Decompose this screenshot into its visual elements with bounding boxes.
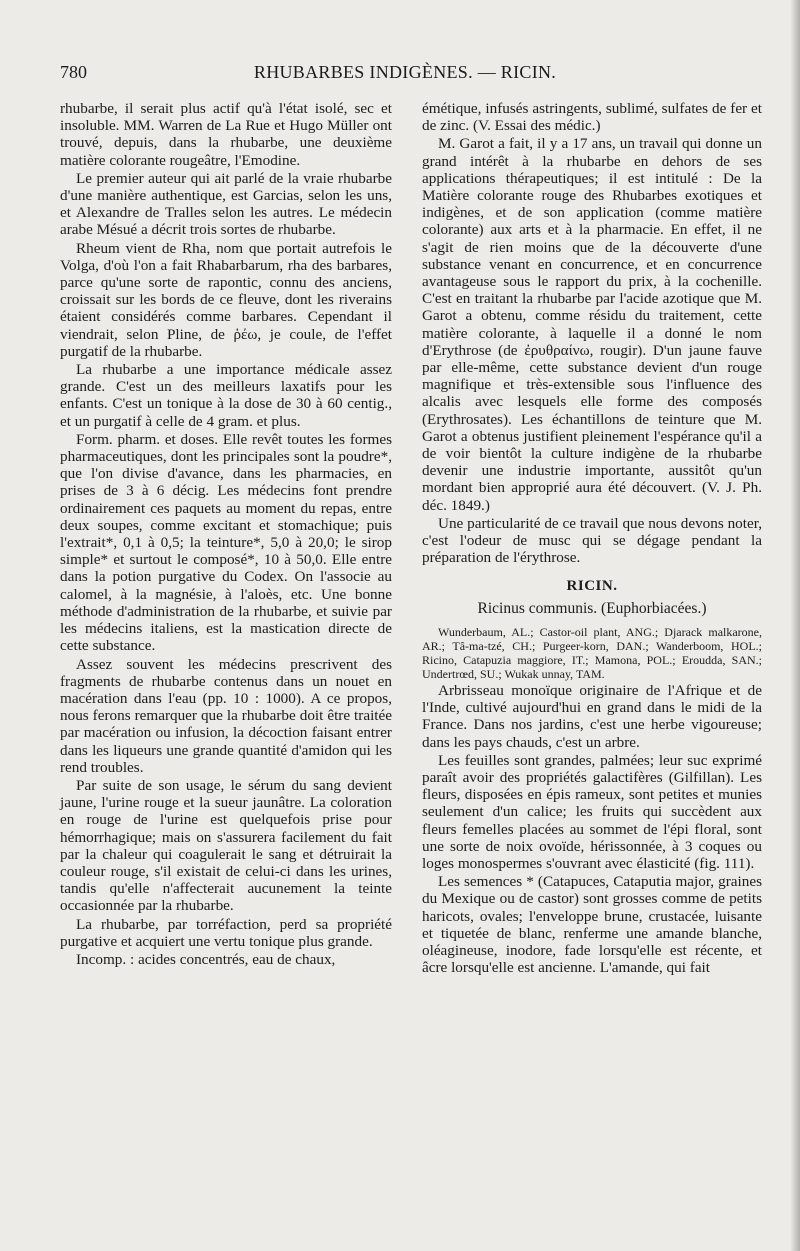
section-heading-ricin: RICIN. — [566, 578, 618, 595]
paragraph: Les feuilles sont grandes, palmées; leur suc exprimé paraît avoir des propriétés galactifères (Gilfillan). Les fleurs, disposées en épis rameux, sont petites et munies seulement d'un calice; les fruits qui succèdent aux fleurs femelles placées au sommet de l'épi floral, sont une sorte de noix ovoïde, hérissonnée, à 3 coques ou loges monospermes s'ouvrant avec élasticité (fig. 111). — [422, 751, 762, 872]
right-column — [422, 100, 762, 977]
paragraph: Form. pharm. et doses. Elle revêt toutes les formes pharmaceutiques, dont les principales sont la poudre*, que l'on divise d'avance, dans les pharmacies, en prises de 3 à 6 décig. Les médecins font prendre ordinairement ces paquets au moment du repas, entre deux soupes, comme excitant et stomachique; puis l'extrait*, 0,1 à 0,5; la teinture*, 5,0 à 20,0; le sirop simple* et surtout le composé*, 10 à 50,0. Elle entre dans la potion purgative du Codex. On l'associe au calomel, à la magnésie, à l'aloès, etc. Une bonne méthode d'administration de la rhubarbe, et suivie par les médecins italiens, est la mastication directe de cette substance. — [60, 430, 392, 655]
paragraph: Assez souvent les médecins prescrivent des fragments de rhubarbe contenus dans un nouet en macération dans l'eau (pp. 10 : 1000). A ce propos, nous ferons remarquer que la rhubarbe doit être traitée par macération ou infusion, la décoction faisant entrer dans les liqueurs une grande quantité d'amidon qui les rend troubles. — [60, 655, 392, 776]
paragraph: émétique, infusés astringents, sublimé, sulfates de fer et de zinc. (V. Essai des médic.) — [422, 100, 762, 135]
paragraph: M. Garot a fait, il y a 17 ans, un travail qui donne un grand intérêt à la rhubarbe en dehors de ses applications thérapeutiques; il est intitulé : De la Matière colorante rouge des Rhubarbes exotiques et indigènes, et de son application (comme matière colorante) aux arts et à la pharmacie. En effet, il ne s'agit de rien moins que de la découverte d'une substance venant en concurrence, et en concurrence avantageuse sous le rapport du prix, à la cochenille. C'est en traitant la rhubarbe par l'acide azotique que M. Garot a obtenu, comme résidu du traitement, cette matière colorante, à laquelle il a donné le nom d'Erythrose (de ἐρυθραίνω, rougir). D'un jaune fauve par elle-même, cette substance devient d'un rouge magnifique et très-extensible sous l'influence des alcalis avec lesquels elle forme des composés (Erythrosates). Les échantillons de teinture que M. Garot a obtenus justifient pleinement l'espérance qu'il a de voir bientôt la culture indigène de la rhubarbe devenir une industrie importante, aussitôt qu'un mordant bien approprié aura été découvert. (V. J. Ph. déc. 1849.) — [422, 135, 762, 514]
paragraph: Une particularité de ce travail que nous devons noter, c'est l'odeur de musc qui se dégage pendant la préparation de l'érythrose. — [422, 514, 762, 567]
paragraph: Par suite de son usage, le sérum du sang devient jaune, l'urine rouge et la sueur jaunâtre. La coloration en rouge de l'urine est quelquefois prise pour hémorrhagique; mais on s'assurera facilement du fait par la chaleur qui coagulerait le sang et détruirait la couleur rouge, s'il existait de celui-ci dans les urines, tandis qu'elle n'affecterait aucunement la teinte occasionnée par la rhubarbe. — [60, 776, 392, 915]
paragraph: Arbrisseau monoïque originaire de l'Afrique et de l'Inde, cultivé aujourd'hui en grand dans le midi de la France. Dans nos jardins, c'est une herbe vigoureuse; dans les pays chauds, c'est un arbre. — [422, 681, 762, 751]
paragraph: Rheum vient de Rha, nom que portait autrefois le Volga, d'où l'on a fait Rhabarbarum, rha des barbares, parce qu'une sorte de rapontic, connu des anciens, croissait sur les bords de ce fleuve, dont les riverains étaient considérés comme barbares. Cependant il viendrait, selon Pline, de ῥέω, je coule, de l'effet purgatif de la rhubarbe. — [60, 239, 392, 360]
page-header — [60, 62, 750, 90]
paragraph: La rhubarbe a une importance médicale assez grande. C'est un des meilleurs laxatifs pour les enfants. C'est un tonique à la dose de 30 à 60 centig., et un purgatif à celle de 4 gram. et plus. — [60, 361, 392, 430]
botanical-name: Ricinus communis. (Euphorbiacées.) — [477, 599, 707, 617]
page-number: 780 — [60, 62, 87, 82]
left-column — [60, 100, 392, 969]
running-title: RHUBARBES INDIGÈNES. — RICIN. — [253, 62, 557, 82]
paragraph: Les semences * (Catapuces, Cataputia major, graines du Mexique ou de castor) sont grosses comme de petits haricots, ovales; l'enveloppe brune, crustacée, luisante et tiquetée de blanc, renferme une amande blanche, oléagineuse, inodore, fade lorsqu'elle est récente, et âcre lorsqu'elle est ancienne. L'amande, qui fait — [422, 873, 762, 977]
page-edge-shadow — [790, 0, 800, 1251]
paragraph: rhubarbe, il serait plus actif qu'à l'état isolé, sec et insoluble. MM. Warren de La Rue et Hugo Müller ont trouvé, depuis, dans la rhubarbe, une deuxième matière colorante rougeâtre, l'Emodine. — [60, 100, 392, 169]
vernacular-names: Wunderbaum, AL.; Castor-oil plant, ANG.; Djarack malkarone, AR.; Tâ-ma-tzé, CH.; Purgeer-korn, DAN.; Wanderboom, HOL.; Ricino, Catapuzia maggiore, IT.; Mamona, POL.; Eroudda, SAN.; Undertrœd, SU.; Wukak unnay, TAM. — [422, 624, 762, 681]
paragraph: Incomp. : acides concentrés, eau de chaux, — [76, 950, 336, 968]
paragraph: Le premier auteur qui ait parlé de la vraie rhubarbe d'une manière authentique, est Garcias, selon les uns, et Alexandre de Tralles selon les autres. Le médecin arabe Mésué a décrit trois sortes de rhubarbe. — [60, 169, 392, 239]
paragraph: La rhubarbe, par torréfaction, perd sa propriété purgative et acquiert une vertu tonique plus grande. — [60, 915, 392, 950]
